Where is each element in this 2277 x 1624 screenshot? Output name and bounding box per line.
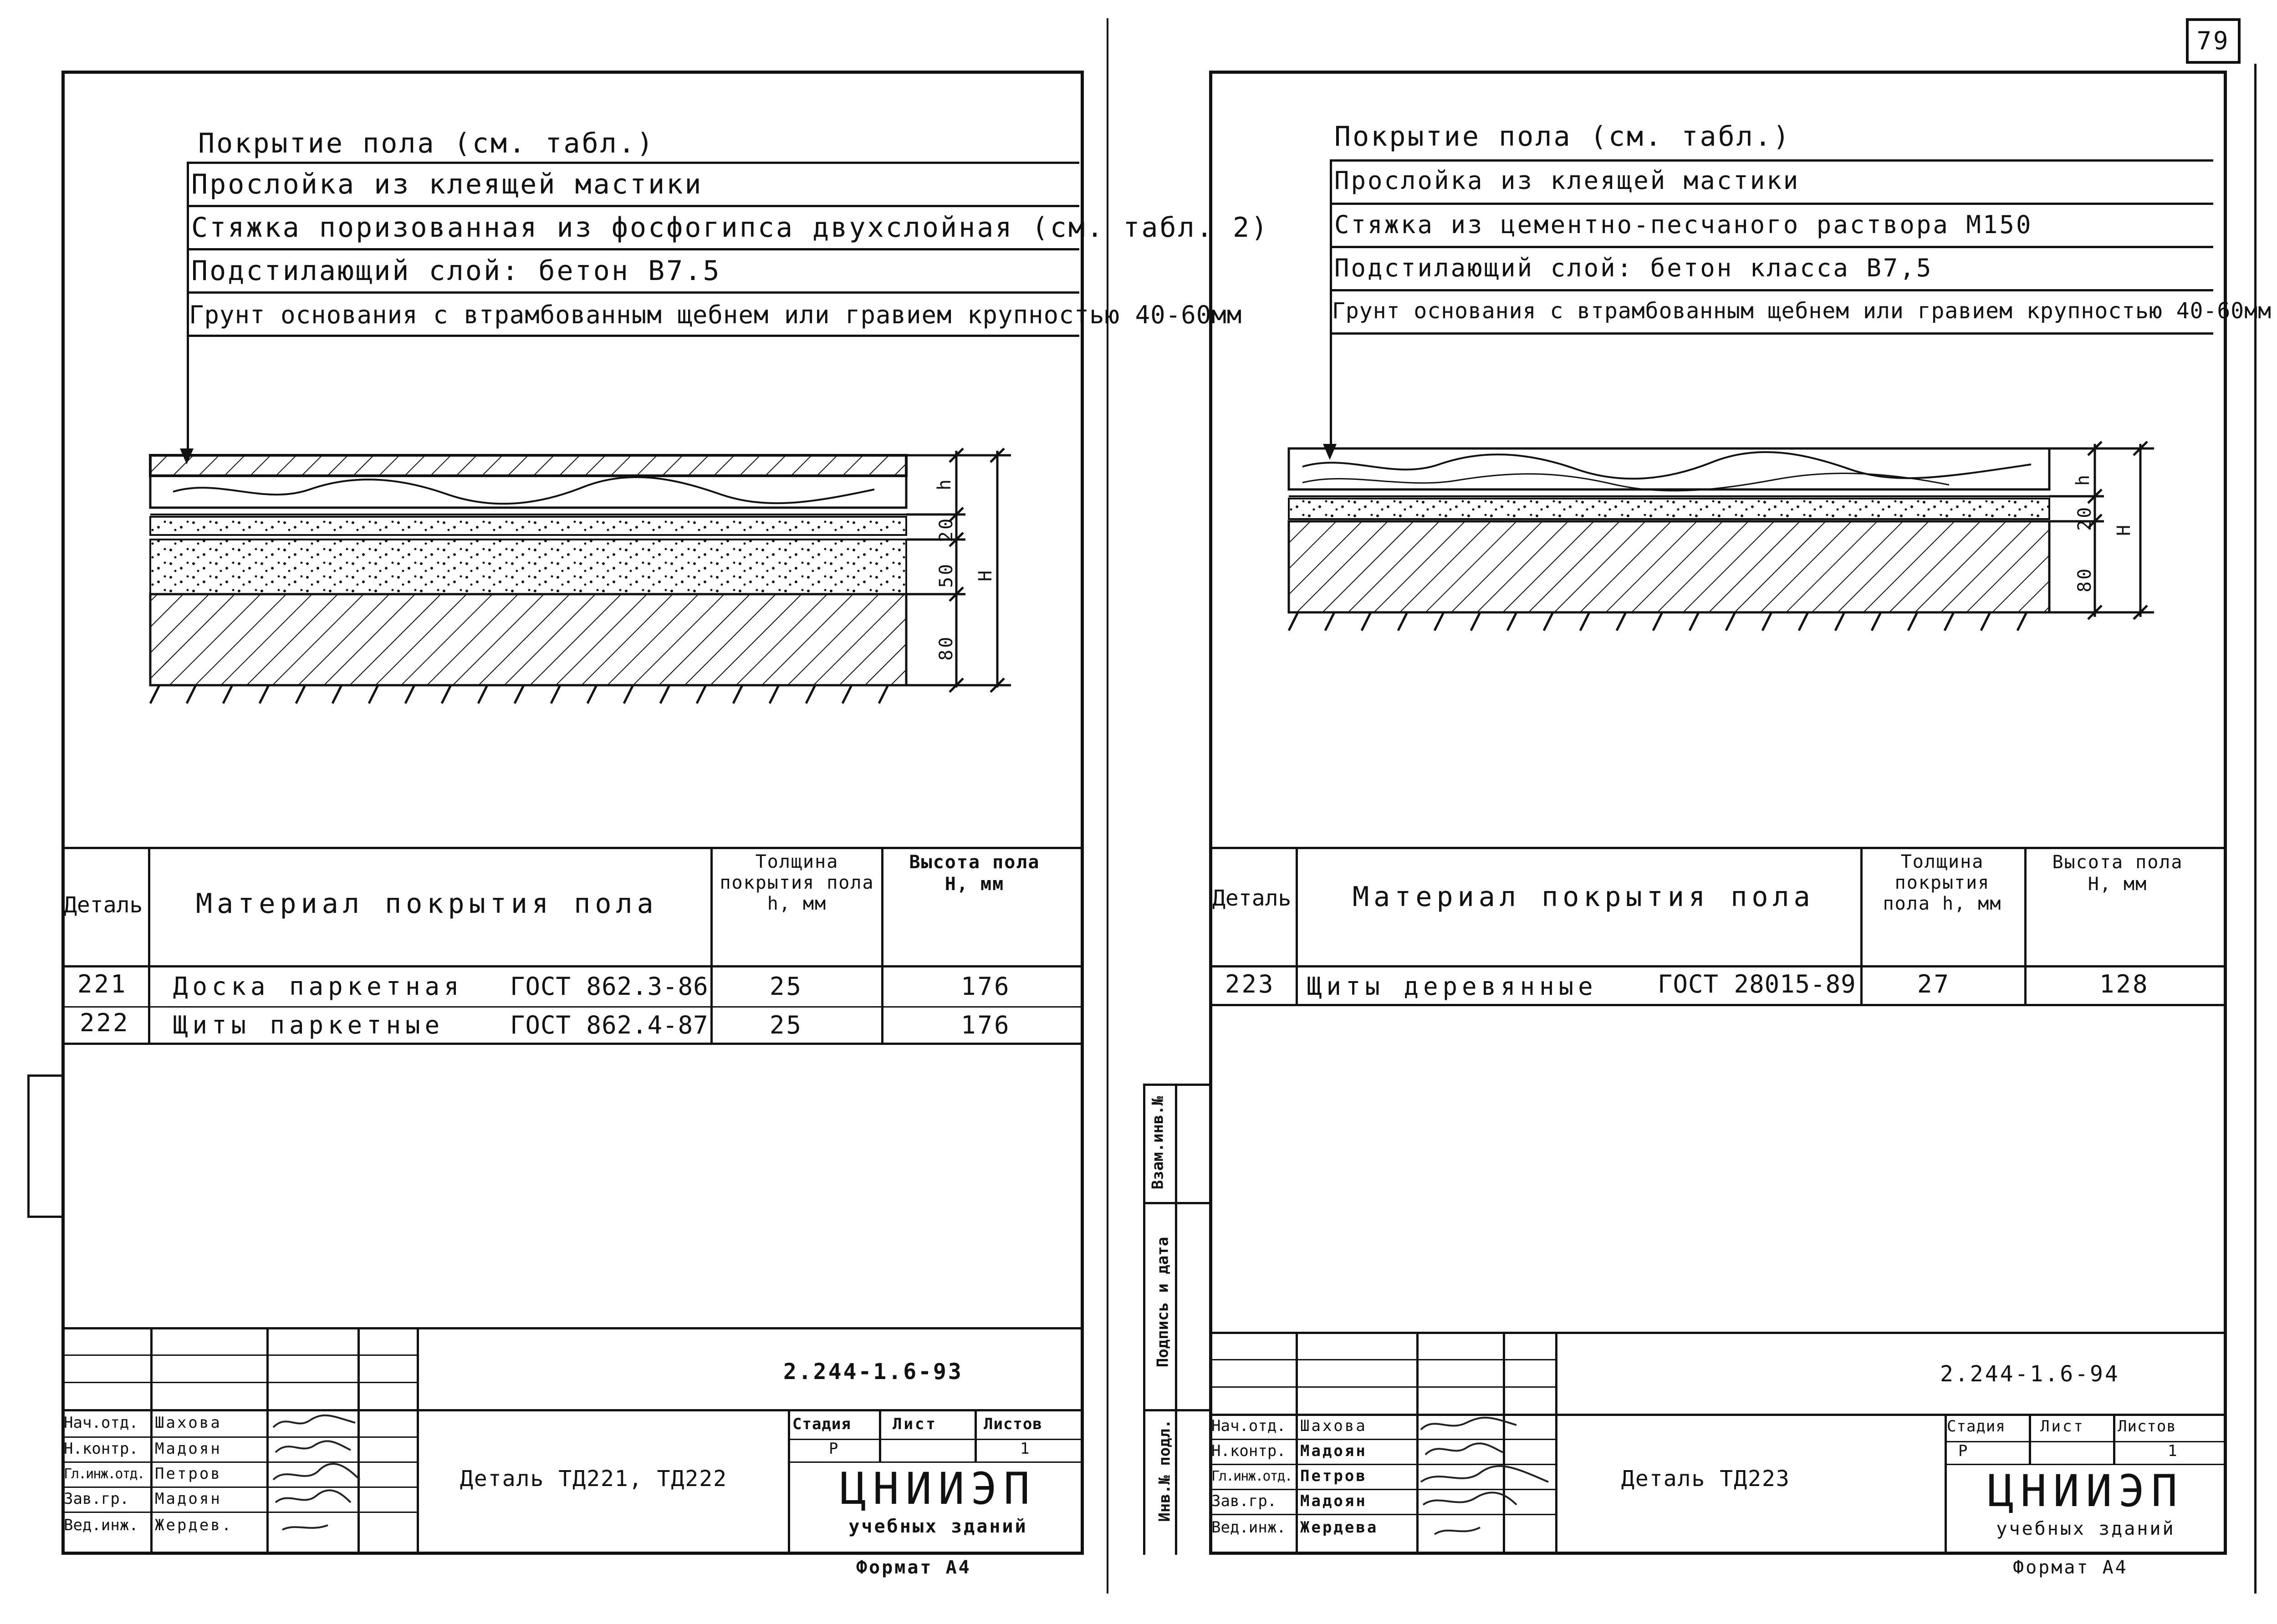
th-height-1: Высота пола H, мм	[909, 852, 1040, 895]
staff-role-1-2: Н.контр.	[64, 1440, 138, 1458]
signatures-1	[269, 1411, 369, 1548]
page-number: 79	[2196, 26, 2230, 55]
layer2-label-1: Покрытие пола (см. табл.)	[1334, 121, 1792, 153]
dim-20-2: 20	[2074, 505, 2096, 531]
right-edge-line	[2254, 64, 2257, 1593]
sheets-count-1: 1	[1020, 1440, 1031, 1458]
staff-name-1-3: Петров	[155, 1465, 222, 1483]
layer-label-3: Стяжка поризованная из фосфогипса двухслойная (см. табл. 2)	[191, 212, 1270, 244]
dim-50-1: 50	[936, 562, 957, 588]
stage-header-1: Стадия	[792, 1415, 851, 1433]
page-number-box	[2186, 18, 2241, 64]
row-height-223: 128	[2099, 970, 2149, 998]
staff-role-2-3: Гл.инж.отд.	[1211, 1468, 1292, 1484]
row-height-222: 176	[961, 1011, 1011, 1039]
stage-1: Р	[829, 1440, 840, 1458]
staff-role-2-2: Н.контр.	[1211, 1442, 1286, 1460]
dim-80-1: 80	[936, 635, 957, 661]
side-stamp-inv: Инв.№ подл.	[1155, 1419, 1174, 1522]
row-gost-221: ГОСТ 862.3-86	[510, 972, 709, 1001]
leader-line	[187, 335, 189, 453]
row-material-223: Щиты деревянные	[1307, 972, 1598, 1001]
staff-name-2-5: Жердева	[1300, 1518, 1378, 1537]
layer2-label-2: Прослойка из клеящей мастики	[1334, 166, 1800, 195]
dim-H-2: H	[2114, 523, 2135, 536]
row-detail-222: 222	[80, 1008, 130, 1037]
title-1: Деталь ТД221, ТД222	[460, 1466, 728, 1492]
th-thickness-2: Толщина покрытия пола h, мм	[1883, 851, 2002, 914]
th-material-2: Материал покрытия пола	[1353, 881, 1815, 913]
row-detail-221: 221	[77, 970, 128, 998]
row-detail-223: 223	[1225, 970, 1275, 998]
layer-label-1: Покрытие пола (см. табл.)	[198, 127, 655, 159]
row-gost-223: ГОСТ 28015-89	[1658, 970, 1856, 998]
org-sub-2: учебных зданий	[1996, 1518, 2175, 1539]
staff-name-2-3: Петров	[1300, 1467, 1367, 1485]
dim-80-2: 80	[2074, 566, 2096, 593]
staff-role-1-4: Зав.гр.	[64, 1490, 129, 1508]
floor-section-2	[1284, 444, 2159, 649]
staff-name-1-4: Мадоян	[155, 1490, 222, 1508]
staff-name-1-2: Мадоян	[155, 1440, 222, 1458]
org-1: ЦНИИЭП	[840, 1463, 1036, 1514]
floor-section-1	[146, 451, 1011, 715]
sheets-header-1: Листов	[984, 1415, 1042, 1433]
org-sub-1: учебных зданий	[848, 1516, 1028, 1537]
layer2-label-4: Подстилающий слой: бетон класса В7,5	[1334, 254, 1933, 282]
stage-header-2: Стадия	[1947, 1417, 2006, 1436]
row-thickness-221: 25	[770, 972, 803, 1001]
format-2: Формат А4	[2013, 1557, 2128, 1578]
dim-h-2: h	[2073, 473, 2094, 486]
sheets-header-2: Листов	[2118, 1417, 2176, 1436]
staff-role-1-5: Вед.инж.	[64, 1516, 138, 1534]
layer-label-2: Прослойка из клеящей мастики	[191, 168, 703, 200]
row-thickness-223: 27	[1917, 970, 1951, 998]
row-thickness-222: 25	[770, 1011, 803, 1039]
sheet-header-2: Лист	[2040, 1417, 2085, 1436]
sheet-separator	[1107, 18, 1108, 1593]
row-material-221: Доска паркетная	[173, 972, 464, 1001]
sheet-header-1: Лист	[893, 1415, 937, 1433]
staff-role-2-5: Вед.инж.	[1211, 1518, 1286, 1537]
staff-name-1-5: Жердев.	[155, 1516, 233, 1534]
layer2-label-5: Грунт основания с втрамбованным щебнем или гравием крупностью 40-60мм	[1332, 298, 2272, 324]
row-gost-222: ГОСТ 862.4-87	[510, 1011, 709, 1039]
th-thickness-1: Толщина покрытия пола h, мм	[720, 851, 874, 914]
format-1: Формат А4	[856, 1557, 971, 1578]
th-height-2: Высота пола H, мм	[2052, 852, 2183, 895]
sheets-count-2: 1	[2168, 1442, 2179, 1460]
stage-2: Р	[1958, 1442, 1970, 1460]
layer2-label-3: Стяжка из цементно-песчаного раствора М150	[1334, 210, 2033, 239]
staff-role-1-3: Гл.инж.отд.	[64, 1466, 144, 1482]
staff-name-2-1: Шахова	[1300, 1417, 1367, 1435]
side-stamp-repl: Взам.инв.№	[1149, 1096, 1167, 1190]
dim-20-1: 20	[936, 516, 957, 543]
th-material-1: Материал покрытия пола	[196, 888, 658, 920]
th-detail-2: Деталь	[1212, 886, 1292, 911]
doc-code-1: 2.244-1.6-93	[783, 1359, 963, 1385]
staff-name-1-1: Шахова	[155, 1414, 222, 1432]
title-2: Деталь ТД223	[1621, 1466, 1790, 1492]
staff-role-2-1: Нач.отд.	[1211, 1417, 1286, 1435]
layer-label-5: Грунт основания с втрамбованным щебнем или гравием крупностью 40-60мм	[189, 300, 1242, 329]
side-stamp-sign: Подпись и дата	[1154, 1237, 1172, 1368]
staff-name-2-4: Мадоян	[1300, 1492, 1367, 1510]
org-2: ЦНИИЭП	[1987, 1466, 2184, 1517]
staff-name-2-2: Мадоян	[1300, 1442, 1367, 1460]
signatures-2	[1416, 1414, 1553, 1550]
doc-code-2: 2.244-1.6-94	[1940, 1361, 2120, 1387]
row-material-222: Щиты паркетные	[173, 1011, 444, 1039]
row-height-221: 176	[961, 972, 1011, 1001]
th-detail-1: Деталь	[64, 892, 143, 918]
leader-line-2	[1330, 332, 1332, 448]
dim-h-1: h	[934, 477, 955, 491]
staff-role-2-4: Зав.гр.	[1211, 1492, 1277, 1510]
dim-H-1: H	[975, 568, 996, 582]
layer-label-4: Подстилающий слой: бетон В7.5	[191, 255, 721, 287]
staff-role-1-1: Нач.отд.	[64, 1414, 138, 1432]
